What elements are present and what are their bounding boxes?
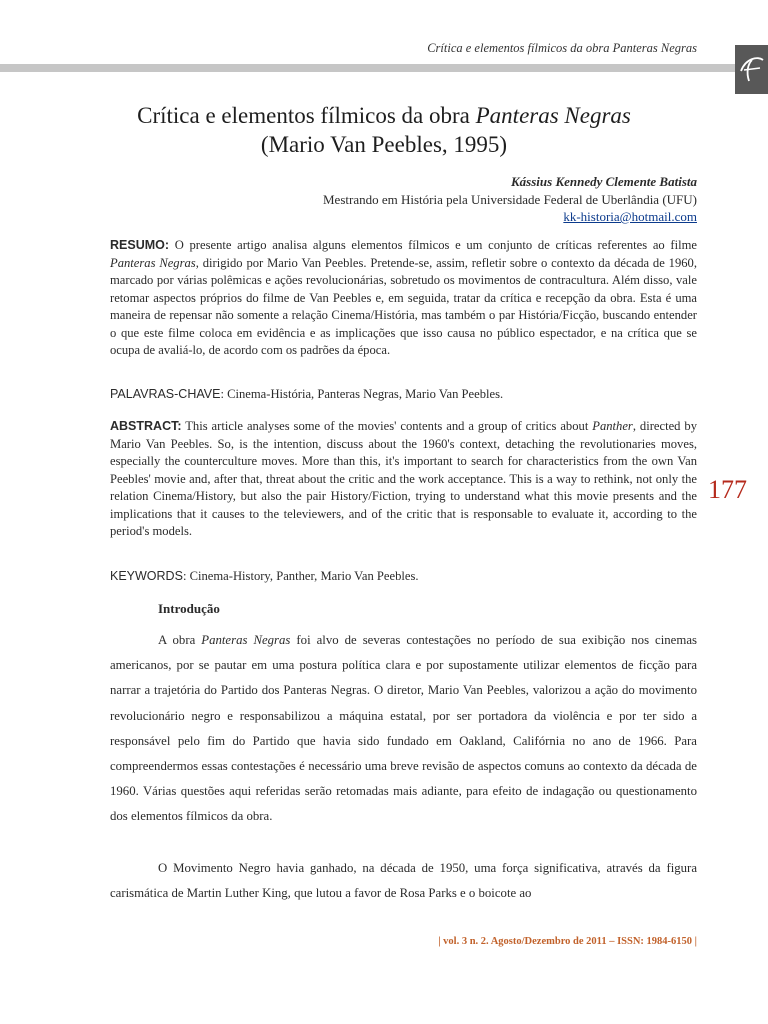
abstract-label: ABSTRACT: <box>110 419 182 433</box>
author-block <box>323 173 697 226</box>
resumo-paragraph <box>110 237 697 360</box>
abstract-paragraph <box>110 418 697 541</box>
keywords-text: : Cinema-History, Panther, Mario Van Peebles. <box>182 569 419 583</box>
resumo-text-2: , dirigido por Mario Van Peebles. Pretende-se, assim, refletir sobre o contexto da década de 1960, marcado por várias polêmicas e ações revolucionárias, sobretudo os movimentos de contracultura. Além disso, vale retomar aspectos próprios do filme de Van Peebles e, em seguida, tratar da crítica e recepção da obra. Esta é uma maneira de repensar não somente a relação Cinema/História, mas também o par História/Ficção, buscando entender o que este filme coloca em evidência e as implicações que isso causa no público espectador, e na crítica que se ocupa de avaliá-lo, de acordo com os padrões da época. <box>110 255 698 357</box>
title-italic: Panteras Negras <box>475 103 631 128</box>
keywords-paragraph <box>110 568 697 586</box>
abstract-text-2: , directed by Mario Van Peebles. So, is the intention, discuss about the 1960's context, detaching the revolutionaries moves, especially the counterculture moves. More than this, it's important to search for characteristics from the own Van Peebles' movie and, after that, threat about the critic and the work acceptance. This is a way to rethink, not only the relation Cinema/History, but also the pair History/Fiction, trying to understand what this movie presents and the implications that it causes to the televiewers, and of the critic that is responsable to evaluate it, according to the period's models. <box>110 419 697 538</box>
body-paragraph-2: O Movimento Negro havia ganhado, na década de 1950, uma força significativa, através da figura carismática de Martin Luther King, que lutou a favor de Rosa Parks e o boicote ao <box>110 861 697 901</box>
body-paragraph-1 <box>110 628 697 830</box>
body-p1-film-title: Panteras Negras <box>201 633 291 647</box>
abstract-film-title: Panther <box>592 419 633 433</box>
article-title <box>70 101 698 159</box>
body-p1-text-2: foi alvo de severas contestações no período de sua exibição nos cinemas americanos, por se pautar em uma postura política clara e por supostamente utilizar elementos de ficção para narrar a trajetória do Partido dos Panteras Negras. O diretor, Mario Van Peebles, valorizou a ação do movimento revolucionário negro e responsabilizou a máquina estatal, por ser portadora da violência e por ter sido a responsável pelo fim do Partido que havia sido fundado em Oakland, Califórnia no ano de 1966. Para compreendermos essas contestações é necessário uma breve revisão de aspectos comuns ao contexto da década de 1960. Várias questões aqui referidas serão retomadas mais adiante, para efeito de indagação ou questionamento dos elementos fílmicos da obra. <box>110 633 697 824</box>
journal-footer: | vol. 3 n. 2. Agosto/Dezembro de 2011 – ISSN: 1984-6150 | <box>438 936 697 947</box>
header-rule <box>0 64 735 72</box>
resumo-text-1: O presente artigo analisa alguns elementos fílmicos e um conjunto de críticas referentes ao filme <box>169 238 697 252</box>
author-affiliation: Mestrando em História pela Universidade Federal de Uberlândia (UFU) <box>323 191 697 207</box>
page-number: 177 <box>708 475 747 504</box>
stylized-bird-logo-icon <box>738 54 765 84</box>
running-header: Crítica e elementos fílmicos da obra Panteras Negras <box>427 41 697 55</box>
journal-logo <box>735 45 768 94</box>
palavras-chave-label: PALAVRAS-CHAVE <box>110 387 221 401</box>
keywords-label: KEYWORDS <box>110 569 183 583</box>
resumo-film-title: Panteras Negras <box>110 255 196 270</box>
author-name: Kássius Kennedy Clemente Batista <box>511 174 697 189</box>
title-main: Crítica e elementos fílmicos da obra <box>137 103 476 128</box>
resumo-label: RESUMO: <box>110 238 170 252</box>
palavras-chave-paragraph <box>110 386 697 404</box>
section-heading-introducao: Introdução <box>158 601 220 616</box>
body-p1-text-1: A obra <box>158 633 202 647</box>
palavras-chave-text: : Cinema-História, Panteras Negras, Mario Van Peebles. <box>220 387 504 401</box>
title-line2: (Mario Van Peebles, 1995) <box>260 132 508 157</box>
abstract-text-1: This article analyses some of the movies' contents and a group of critics about <box>181 419 593 433</box>
author-email-link[interactable]: kk-historia@hotmail.com <box>563 209 697 224</box>
